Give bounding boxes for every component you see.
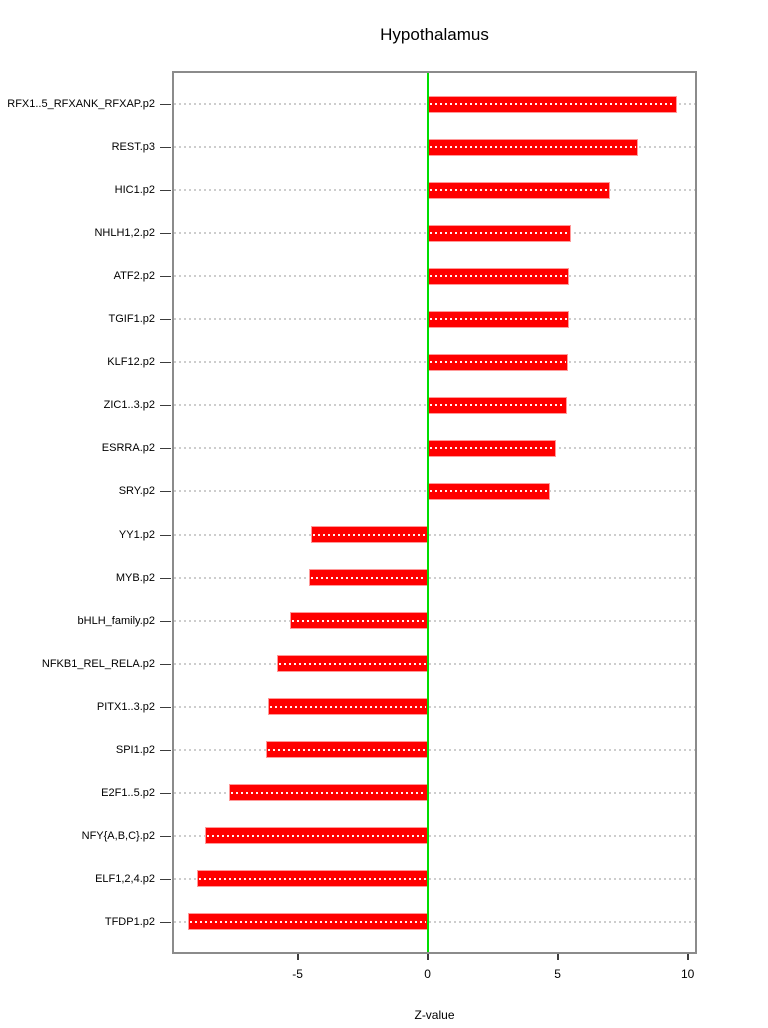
bar	[205, 827, 427, 844]
x-axis-tick	[557, 954, 559, 960]
grid-line	[174, 620, 695, 622]
x-axis-tick	[427, 954, 429, 960]
bar-dot-overlay	[207, 835, 425, 837]
y-axis-tick	[160, 879, 171, 880]
bar-dot-overlay	[430, 189, 608, 191]
category-label: TGIF1.p2	[108, 313, 155, 326]
y-axis-tick	[160, 491, 171, 492]
chart-title: Hypothalamus	[380, 25, 489, 44]
grid-line	[174, 706, 695, 708]
x-axis-tick	[297, 954, 299, 960]
bar-dot-overlay	[430, 318, 568, 320]
category-label: TFDP1.p2	[104, 915, 155, 928]
category-label: HIC1.p2	[114, 184, 155, 197]
y-axis-tick	[160, 276, 171, 277]
y-axis-tick	[160, 233, 171, 234]
y-axis-tick	[160, 578, 171, 579]
category-label: NFY{A,B,C}.p2	[81, 829, 155, 842]
bar-dot-overlay	[313, 534, 426, 536]
bar	[428, 311, 570, 328]
bar	[188, 913, 427, 930]
x-axis-tick-label: 10	[680, 967, 695, 981]
category-label: MYB.p2	[115, 571, 155, 584]
bar	[229, 784, 428, 801]
bar-dot-overlay	[311, 577, 425, 579]
y-axis-tick	[160, 147, 171, 148]
bar	[428, 397, 567, 414]
bar-dot-overlay	[292, 620, 426, 622]
bar-dot-overlay	[430, 490, 548, 492]
grid-line	[174, 577, 695, 579]
category-label: bHLH_family.p2	[77, 614, 155, 627]
y-axis-tick	[160, 104, 171, 105]
bar-dot-overlay	[279, 663, 426, 665]
bar	[268, 698, 428, 715]
bar-dot-overlay	[190, 921, 425, 923]
category-label: E2F1..5.p2	[101, 786, 155, 799]
category-label: ATF2.p2	[113, 270, 155, 283]
category-label: SPI1.p2	[115, 743, 155, 756]
bar-dot-overlay	[199, 878, 425, 880]
bar	[311, 526, 428, 543]
bar	[428, 96, 678, 113]
bar	[428, 182, 610, 199]
bar-dot-overlay	[231, 792, 426, 794]
grid-line	[174, 534, 695, 536]
category-label: ELF1,2,4.p2	[95, 872, 155, 885]
bar	[309, 569, 427, 586]
bar	[428, 354, 568, 371]
x-axis-tick	[687, 954, 689, 960]
category-label: SRY.p2	[118, 485, 155, 498]
y-axis-tick	[160, 535, 171, 536]
category-label: ZIC1..3.p2	[103, 399, 155, 412]
bar-dot-overlay	[430, 447, 555, 449]
bar	[290, 612, 428, 629]
y-axis-tick	[160, 190, 171, 191]
y-axis-tick	[160, 793, 171, 794]
bar-dot-overlay	[430, 361, 566, 363]
y-axis-tick	[160, 448, 171, 449]
y-axis-tick	[160, 664, 171, 665]
bar-dot-overlay	[430, 232, 569, 234]
bar	[197, 870, 427, 887]
bar	[266, 741, 427, 758]
zero-reference-line	[427, 73, 429, 952]
category-label: RFX1..5_RFXANK_RFXAP.p2	[7, 98, 155, 110]
bar	[428, 139, 639, 156]
x-axis-title: Z-value	[414, 1008, 455, 1022]
y-axis-tick	[160, 319, 171, 320]
bar-dot-overlay	[430, 146, 637, 148]
y-axis-tick	[160, 707, 171, 708]
bar	[277, 655, 428, 672]
x-axis-tick-label: 0	[424, 967, 431, 981]
y-axis-tick	[160, 836, 171, 837]
x-axis-tick-label: -5	[292, 967, 303, 981]
y-axis-tick	[160, 922, 171, 923]
bar-dot-overlay	[268, 749, 425, 751]
bar-dot-overlay	[430, 275, 568, 277]
y-axis-tick	[160, 405, 171, 406]
category-label: KLF12.p2	[107, 356, 155, 369]
grid-line	[174, 749, 695, 751]
category-label: NFKB1_REL_RELA.p2	[41, 657, 155, 670]
category-label: YY1.p2	[118, 528, 155, 541]
category-label: REST.p3	[111, 141, 155, 154]
grid-line	[174, 663, 695, 665]
category-label: NHLH1,2.p2	[94, 227, 155, 240]
category-label: PITX1..3.p2	[96, 700, 155, 713]
bar	[428, 268, 570, 285]
y-axis-tick	[160, 362, 171, 363]
category-label: ESRRA.p2	[101, 442, 155, 455]
y-axis-tick	[160, 621, 171, 622]
bar	[428, 440, 557, 457]
y-axis-tick	[160, 750, 171, 751]
bar	[428, 225, 571, 242]
x-axis-tick-label: 5	[554, 967, 561, 981]
bar	[428, 483, 550, 500]
bar-dot-overlay	[430, 103, 676, 105]
bar-dot-overlay	[270, 706, 426, 708]
bar-dot-overlay	[430, 404, 565, 406]
